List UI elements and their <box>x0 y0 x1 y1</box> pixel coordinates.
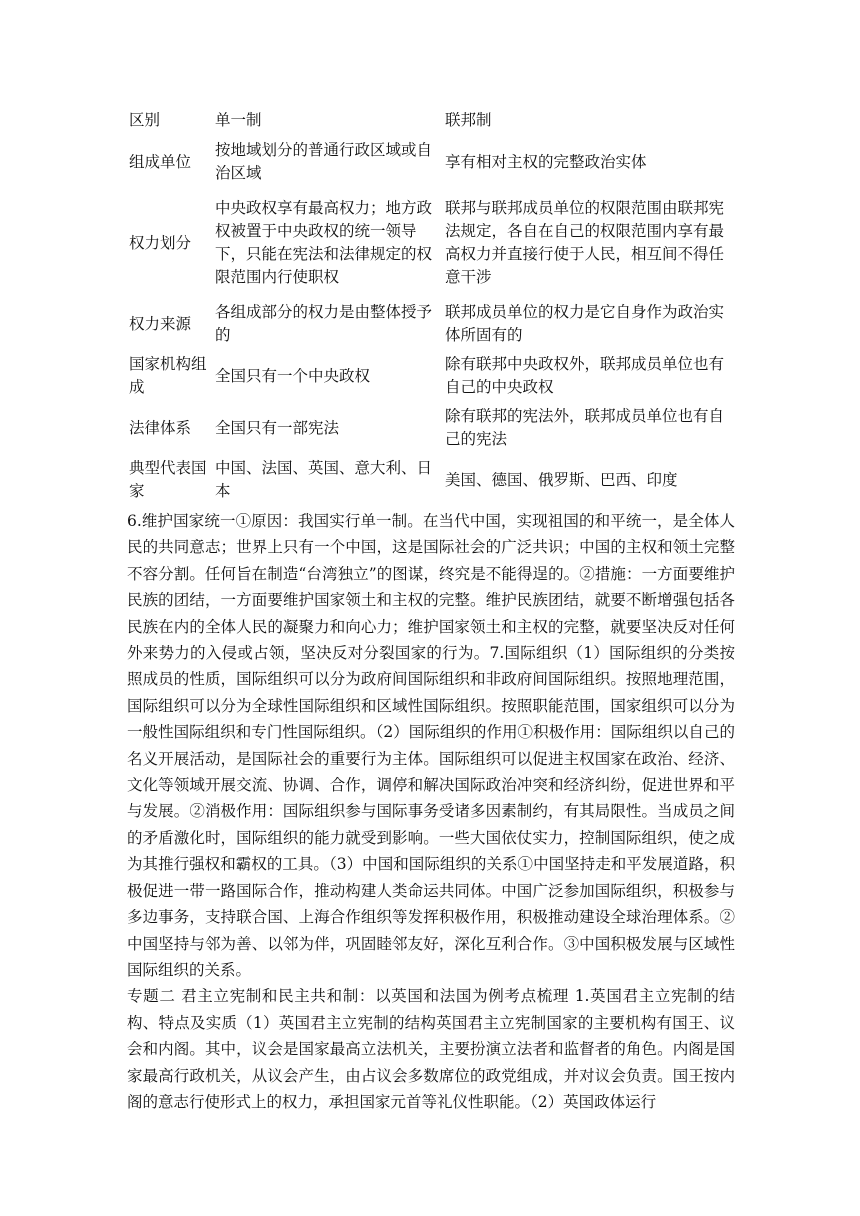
table-row <box>127 188 735 298</box>
table-row <box>127 350 735 402</box>
table-cell: 中央政权享有最高权力；地方政权被置于中央政权的统一领导下，只能在宪法和法律规定的权限范围内行使职权 <box>215 199 433 286</box>
table-cell: 联邦与联邦成员单位的权限范围由联邦宪法规定，各自在自己的权限范围内享有最高权力并直接行使于人民，相互间不得任意干涉 <box>445 199 725 286</box>
table-cell: 各组成部分的权力是由整体授予的 <box>215 303 433 344</box>
table-row <box>127 136 735 188</box>
table-cell: 权力来源 <box>129 314 192 333</box>
paragraph: 专题二 君主立宪制和民主共和制：以英国和法国为例考点梳理 1.英国君主立宪制的结构、特点及实质（1）英国君主立宪制的结构英国君主立宪制国家的主要机构有国王、议会和内阁。其中，议会是国家最高立法机关，主要扮演立法者和监督者的角色。内阁是国家最高行政机关，从议会产生，由占议会多数席位的政党组成，并对议会负责。国王按内阁的意志行使形式上的权力，承担国家元首等礼仪性职能。（2）英国政体运行 <box>127 987 735 1111</box>
table-row <box>127 298 735 350</box>
table-cell: 中国、法国、英国、意大利、日本 <box>215 459 433 500</box>
table-cell: 享有相对主权的完整政治实体 <box>445 152 647 171</box>
table-cell: 联邦成员单位的权力是它自身作为政治实体所固有的 <box>445 303 725 344</box>
table-cell: 除有联邦的宪法外，联邦成员单位也有自己的宪法 <box>445 407 725 448</box>
table-header-cell: 区别 <box>129 110 161 129</box>
table-header-row <box>127 104 735 136</box>
body-text <box>127 508 735 1115</box>
table-row <box>127 454 735 506</box>
comparison-table <box>127 104 735 506</box>
table-header-cell: 联邦制 <box>445 110 492 129</box>
table-cell: 全国只有一部宪法 <box>215 418 340 437</box>
paragraph: 6.维护国家统一①原因：我国实行单一制。在当代中国，实现祖国的和平统一，是全体人民的共同意志；世界上只有一个中国，这是国际社会的广泛共识；中国的主权和领土完整不容分割。任何旨在制造“台湾独立”的图谋，终究是不能得逞的。②措施：一方面要维护民族的团结，一方面要维护国家领土和主权的完整。维护民族团结，就要不断增强包括各民族在内的全体人民的凝聚力和向心力；维护国家领土和主权的完整，就要坚决反对任何外来势力的入侵或占领，坚决反对分裂国家的行为。7.国际组织（1）国际组织的分类按照成员的性质，国际组织可以分为政府间国际组织和非政府间国际组织。按照地理范围，国际组织可以分为全球性国际组织和区域性国际组织。按照职能范围，国家组织可以分为一般性国际组织和专门性国际组织。（2）国际组织的作用①积极作用：国际组织以自己的名义开展活动，是国际社会的重要行为主体。国际组织可以促进主权国家在政治、经济、文化等领域开展交流、协调、合作，调停和解决国际政治冲突和经济纠纷，促进世界和平与发展。②消极作用：国际组织参与国际事务受诸多因素制约，有其局限性。当成员之间的矛盾激化时，国际组织的能力就受到影响。一些大国依仗实力，控制国际组织，使之成为其推行强权和霸权的工具。（3）中国和国际组织的关系①中国坚持走和平发展道路，积极促进一带一路国际合作，推动构建人类命运共同体。中国广泛参加国际组织，积极参与多边事务，支持联合国、上海合作组织等发挥积极作用，积极推动建设全球治理体系。②中国坚持与邻为善、以邻为伴，巩固睦邻友好，深化互利合作。③中国积极发展与区域性国际组织的关系。 <box>127 512 735 979</box>
table-cell: 按地域划分的普通行政区域或自治区域 <box>215 141 433 182</box>
table-row <box>127 402 735 454</box>
table-cell: 权力划分 <box>129 233 192 252</box>
table-cell: 典型代表国家 <box>129 459 207 500</box>
table-cell: 国家机构组成 <box>129 355 207 396</box>
table-cell: 法律体系 <box>129 418 192 437</box>
table-cell: 全国只有一个中央政权 <box>215 366 371 385</box>
table-cell: 美国、德国、俄罗斯、巴西、印度 <box>445 470 678 489</box>
table-header-cell: 单一制 <box>215 110 262 129</box>
table-cell: 组成单位 <box>129 152 192 171</box>
table-cell: 除有联邦中央政权外，联邦成员单位也有自己的中央政权 <box>445 355 725 396</box>
